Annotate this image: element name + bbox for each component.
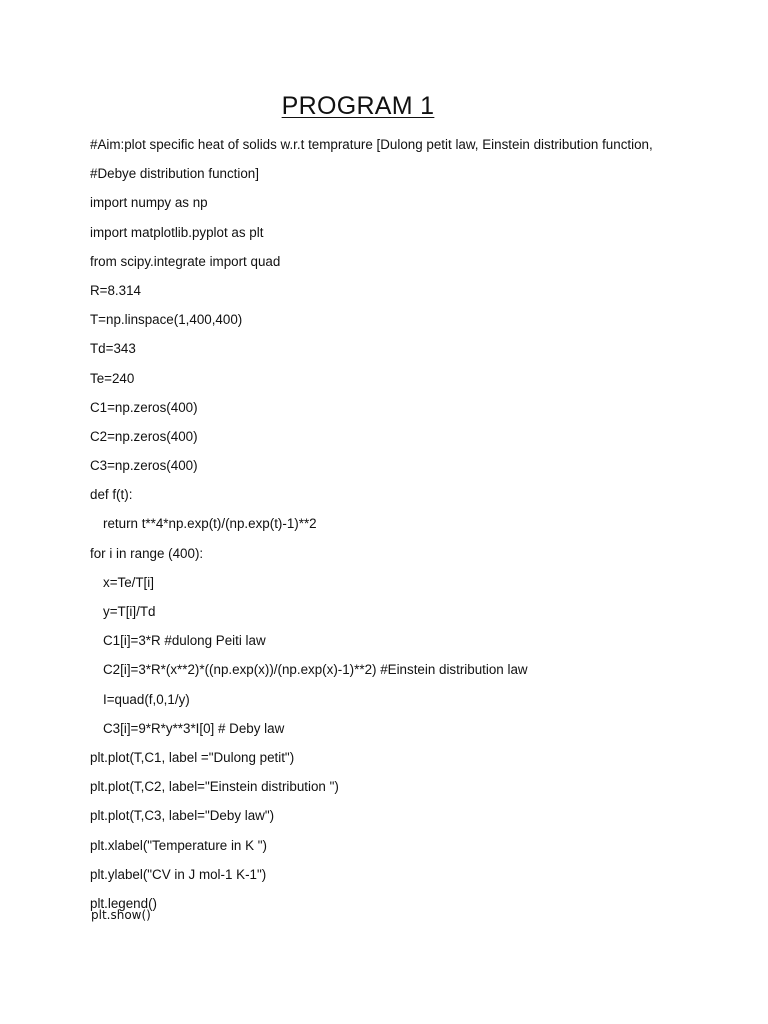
code-line-c1: C1=np.zeros(400): [90, 399, 198, 415]
page-title: PROGRAM 1: [281, 92, 435, 120]
code-line-import-numpy: import numpy as np: [90, 195, 208, 211]
code-line-te: Te=240: [90, 370, 135, 386]
code-line-x: x=Te/T[i]: [103, 574, 154, 590]
code-line-show: plt.show(): [91, 907, 151, 922]
code-line-import-quad: from scipy.integrate import quad: [90, 253, 281, 269]
code-line-for: for i in range (400):: [90, 545, 204, 561]
code-line-y: y=T[i]/Td: [103, 604, 156, 619]
code-line-import-matplotlib: import matplotlib.pyplot as plt: [90, 224, 264, 240]
code-line-plot-c2: plt.plot(T,C2, label="Einstein distribution "): [90, 779, 339, 795]
code-line-legend: plt.legend(): [90, 895, 157, 911]
code-line-xlabel: plt.xlabel("Temperature in K "): [90, 837, 267, 853]
code-line-def: def f(t):: [90, 487, 133, 503]
code-line-c1-assign: C1[i]=3*R #dulong Peiti law: [103, 633, 266, 649]
code-line-td: Td=343: [90, 341, 136, 357]
code-line-c2-assign: C2[i]=3*R*(x**2)*((np.exp(x))/(np.exp(x)-1)**2) #Einstein distribution law: [103, 662, 528, 678]
code-line-plot-c3: plt.plot(T,C3, label="Deby law"): [90, 808, 275, 824]
code-line-c3: C3=np.zeros(400): [90, 458, 198, 474]
code-line-return: return t**4*np.exp(t)/(np.exp(t)-1)**2: [103, 516, 317, 532]
code-line-aim-cont: #Debye distribution function]: [90, 166, 259, 182]
code-line-quad: I=quad(f,0,1/y): [103, 691, 190, 707]
code-line-r: R=8.314: [90, 282, 141, 298]
code-line-plot-c1: plt.plot(T,C1, label ="Dulong petit"): [90, 749, 295, 765]
code-line-t: T=np.linspace(1,400,400): [90, 312, 243, 328]
code-line-ylabel: plt.ylabel("CV in J mol-1 K-1"): [90, 866, 267, 882]
code-line-c2: C2=np.zeros(400): [90, 428, 198, 444]
code-line-c3-assign: C3[i]=9*R*y**3*I[0] # Deby law: [103, 720, 285, 736]
code-line-aim: #Aim:plot specific heat of solids w.r.t temprature [Dulong petit law, Einstein distribution function,: [90, 137, 653, 152]
code-listing: [90, 137, 653, 936]
